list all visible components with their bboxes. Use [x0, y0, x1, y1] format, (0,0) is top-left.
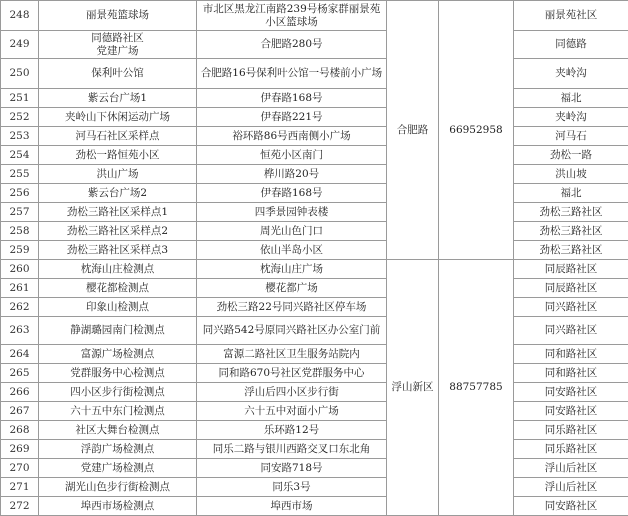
table-row	[1, 440, 628, 459]
community-cell: 劲松三路社区	[514, 203, 628, 222]
site-name-cell: 劲松三路社区采样点2	[39, 222, 197, 241]
row-number-cell: 250	[1, 59, 39, 89]
community-cell: 同辰路社区	[514, 260, 628, 279]
table-row	[1, 345, 628, 364]
table-row	[1, 459, 628, 478]
table-row	[1, 184, 628, 203]
community-cell: 夹岭沟	[514, 108, 628, 127]
address-cell: 伊春路168号	[197, 89, 387, 108]
address-cell: 埠西市场	[197, 497, 387, 516]
row-number-cell: 249	[1, 31, 39, 59]
table-row	[1, 108, 628, 127]
address-cell: 同兴路542号原同兴路社区办公室门前	[197, 317, 387, 345]
row-number-cell: 260	[1, 260, 39, 279]
table-row	[1, 364, 628, 383]
address-cell: 劲松三路22号同兴路社区停车场	[197, 298, 387, 317]
site-name-cell: 社区大舞台检测点	[39, 421, 197, 440]
community-cell: 同安路社区	[514, 497, 628, 516]
site-name-cell: 紫云台广场2	[39, 184, 197, 203]
table-row	[1, 279, 628, 298]
community-cell: 同乐路社区	[514, 440, 628, 459]
table-row	[1, 497, 628, 516]
address-cell: 周光山色门口	[197, 222, 387, 241]
address-cell: 伊春路221号	[197, 108, 387, 127]
site-name-cell: 印象山检测点	[39, 298, 197, 317]
address-cell: 裕环路86号西南侧小广场	[197, 127, 387, 146]
community-cell: 同和路社区	[514, 364, 628, 383]
row-number-cell: 268	[1, 421, 39, 440]
community-cell: 劲松三路社区	[514, 222, 628, 241]
community-cell: 同兴路社区	[514, 298, 628, 317]
address-cell: 四季景园钟表楼	[197, 203, 387, 222]
row-number-cell: 269	[1, 440, 39, 459]
row-number-cell: 264	[1, 345, 39, 364]
community-cell: 洪山坡	[514, 165, 628, 184]
site-name-cell: 樱花都检测点	[39, 279, 197, 298]
row-number-cell: 255	[1, 165, 39, 184]
table-row	[1, 241, 628, 260]
row-number-cell: 258	[1, 222, 39, 241]
address-cell: 合肥路16号保利叶公馆一号楼前小广场	[197, 59, 387, 89]
row-number-cell: 271	[1, 478, 39, 497]
row-number-cell: 270	[1, 459, 39, 478]
community-cell: 同兴路社区	[514, 317, 628, 345]
table-body	[1, 1, 628, 516]
address-cell: 同乐二路与银川西路交叉口东北角	[197, 440, 387, 459]
address-cell: 浮山后四小区步行街	[197, 383, 387, 402]
site-name-cell: 丽景苑篮球场	[39, 1, 197, 31]
address-cell: 同乐3号	[197, 478, 387, 497]
row-number-cell: 248	[1, 1, 39, 31]
community-cell: 浮山后社区	[514, 478, 628, 497]
table-row	[1, 203, 628, 222]
row-number-cell: 262	[1, 298, 39, 317]
site-name-cell: 劲松三路社区采样点1	[39, 203, 197, 222]
table-row	[1, 127, 628, 146]
site-name-cell: 夹岭山下休闲运动广场	[39, 108, 197, 127]
table-row	[1, 260, 628, 279]
address-cell: 市北区黑龙江南路239号杨家群丽景苑小区篮球场	[197, 1, 387, 31]
site-name-cell: 浮韵广场检测点	[39, 440, 197, 459]
row-number-cell: 252	[1, 108, 39, 127]
row-number-cell: 261	[1, 279, 39, 298]
row-number-cell: 267	[1, 402, 39, 421]
site-name-cell: 洪山广场	[39, 165, 197, 184]
phone-cell: 88757785	[439, 260, 514, 516]
community-cell: 同辰路社区	[514, 279, 628, 298]
row-number-cell: 257	[1, 203, 39, 222]
row-number-cell: 265	[1, 364, 39, 383]
table-row	[1, 146, 628, 165]
community-cell: 劲松一路	[514, 146, 628, 165]
community-cell: 河马石	[514, 127, 628, 146]
site-name-cell: 河马石社区采样点	[39, 127, 197, 146]
table-row	[1, 421, 628, 440]
site-name-cell: 紫云台广场1	[39, 89, 197, 108]
community-cell: 同德路	[514, 31, 628, 59]
community-cell: 同安路社区	[514, 383, 628, 402]
address-cell: 桦川路20号	[197, 165, 387, 184]
community-cell: 劲松三路社区	[514, 241, 628, 260]
table-row	[1, 383, 628, 402]
address-cell: 六十五中对面小广场	[197, 402, 387, 421]
address-cell: 伊春路168号	[197, 184, 387, 203]
table-row	[1, 59, 628, 89]
address-cell: 同和路670号社区党群服务中心	[197, 364, 387, 383]
site-name-cell: 六十五中东门检测点	[39, 402, 197, 421]
site-name-cell: 同德路社区 党建广场	[39, 31, 197, 59]
address-cell: 依山半岛小区	[197, 241, 387, 260]
address-cell: 恒苑小区南门	[197, 146, 387, 165]
site-name-cell: 静湖璐园南门检测点	[39, 317, 197, 345]
table-row	[1, 478, 628, 497]
site-name-cell: 富源广场检测点	[39, 345, 197, 364]
community-cell: 福北	[514, 184, 628, 203]
address-cell: 枕海山庄广场	[197, 260, 387, 279]
community-cell: 同和路社区	[514, 345, 628, 364]
row-number-cell: 251	[1, 89, 39, 108]
row-number-cell: 254	[1, 146, 39, 165]
site-name-cell: 四小区步行街检测点	[39, 383, 197, 402]
table-row	[1, 165, 628, 184]
table-row	[1, 317, 628, 345]
row-number-cell: 266	[1, 383, 39, 402]
table-row	[1, 402, 628, 421]
community-cell: 夹岭沟	[514, 59, 628, 89]
table-row	[1, 222, 628, 241]
row-number-cell: 253	[1, 127, 39, 146]
address-cell: 富源二路社区卫生服务站院内	[197, 345, 387, 364]
phone-cell: 66952958	[439, 1, 514, 260]
site-name-cell: 保利叶公馆	[39, 59, 197, 89]
table-row	[1, 298, 628, 317]
site-name-cell: 埠西市场检测点	[39, 497, 197, 516]
district-cell: 浮山新区	[387, 260, 439, 516]
address-cell: 合肥路280号	[197, 31, 387, 59]
site-name-cell: 湖光山色步行街检测点	[39, 478, 197, 497]
row-number-cell: 263	[1, 317, 39, 345]
community-cell: 福北	[514, 89, 628, 108]
row-number-cell: 259	[1, 241, 39, 260]
site-name-cell: 党群服务中心检测点	[39, 364, 197, 383]
site-name-cell: 党建广场检测点	[39, 459, 197, 478]
row-number-cell: 272	[1, 497, 39, 516]
table-row	[1, 1, 628, 31]
table-row	[1, 31, 628, 59]
community-cell: 浮山后社区	[514, 459, 628, 478]
address-cell: 樱花都广场	[197, 279, 387, 298]
table-row	[1, 89, 628, 108]
address-cell: 乐环路12号	[197, 421, 387, 440]
district-cell: 合肥路	[387, 1, 439, 260]
site-name-cell: 劲松一路恒苑小区	[39, 146, 197, 165]
community-cell: 丽景苑社区	[514, 1, 628, 31]
community-cell: 同乐路社区	[514, 421, 628, 440]
row-number-cell: 256	[1, 184, 39, 203]
address-cell: 同安路718号	[197, 459, 387, 478]
community-cell: 同安路社区	[514, 402, 628, 421]
site-name-cell: 劲松三路社区采样点3	[39, 241, 197, 260]
site-name-cell: 枕海山庄检测点	[39, 260, 197, 279]
